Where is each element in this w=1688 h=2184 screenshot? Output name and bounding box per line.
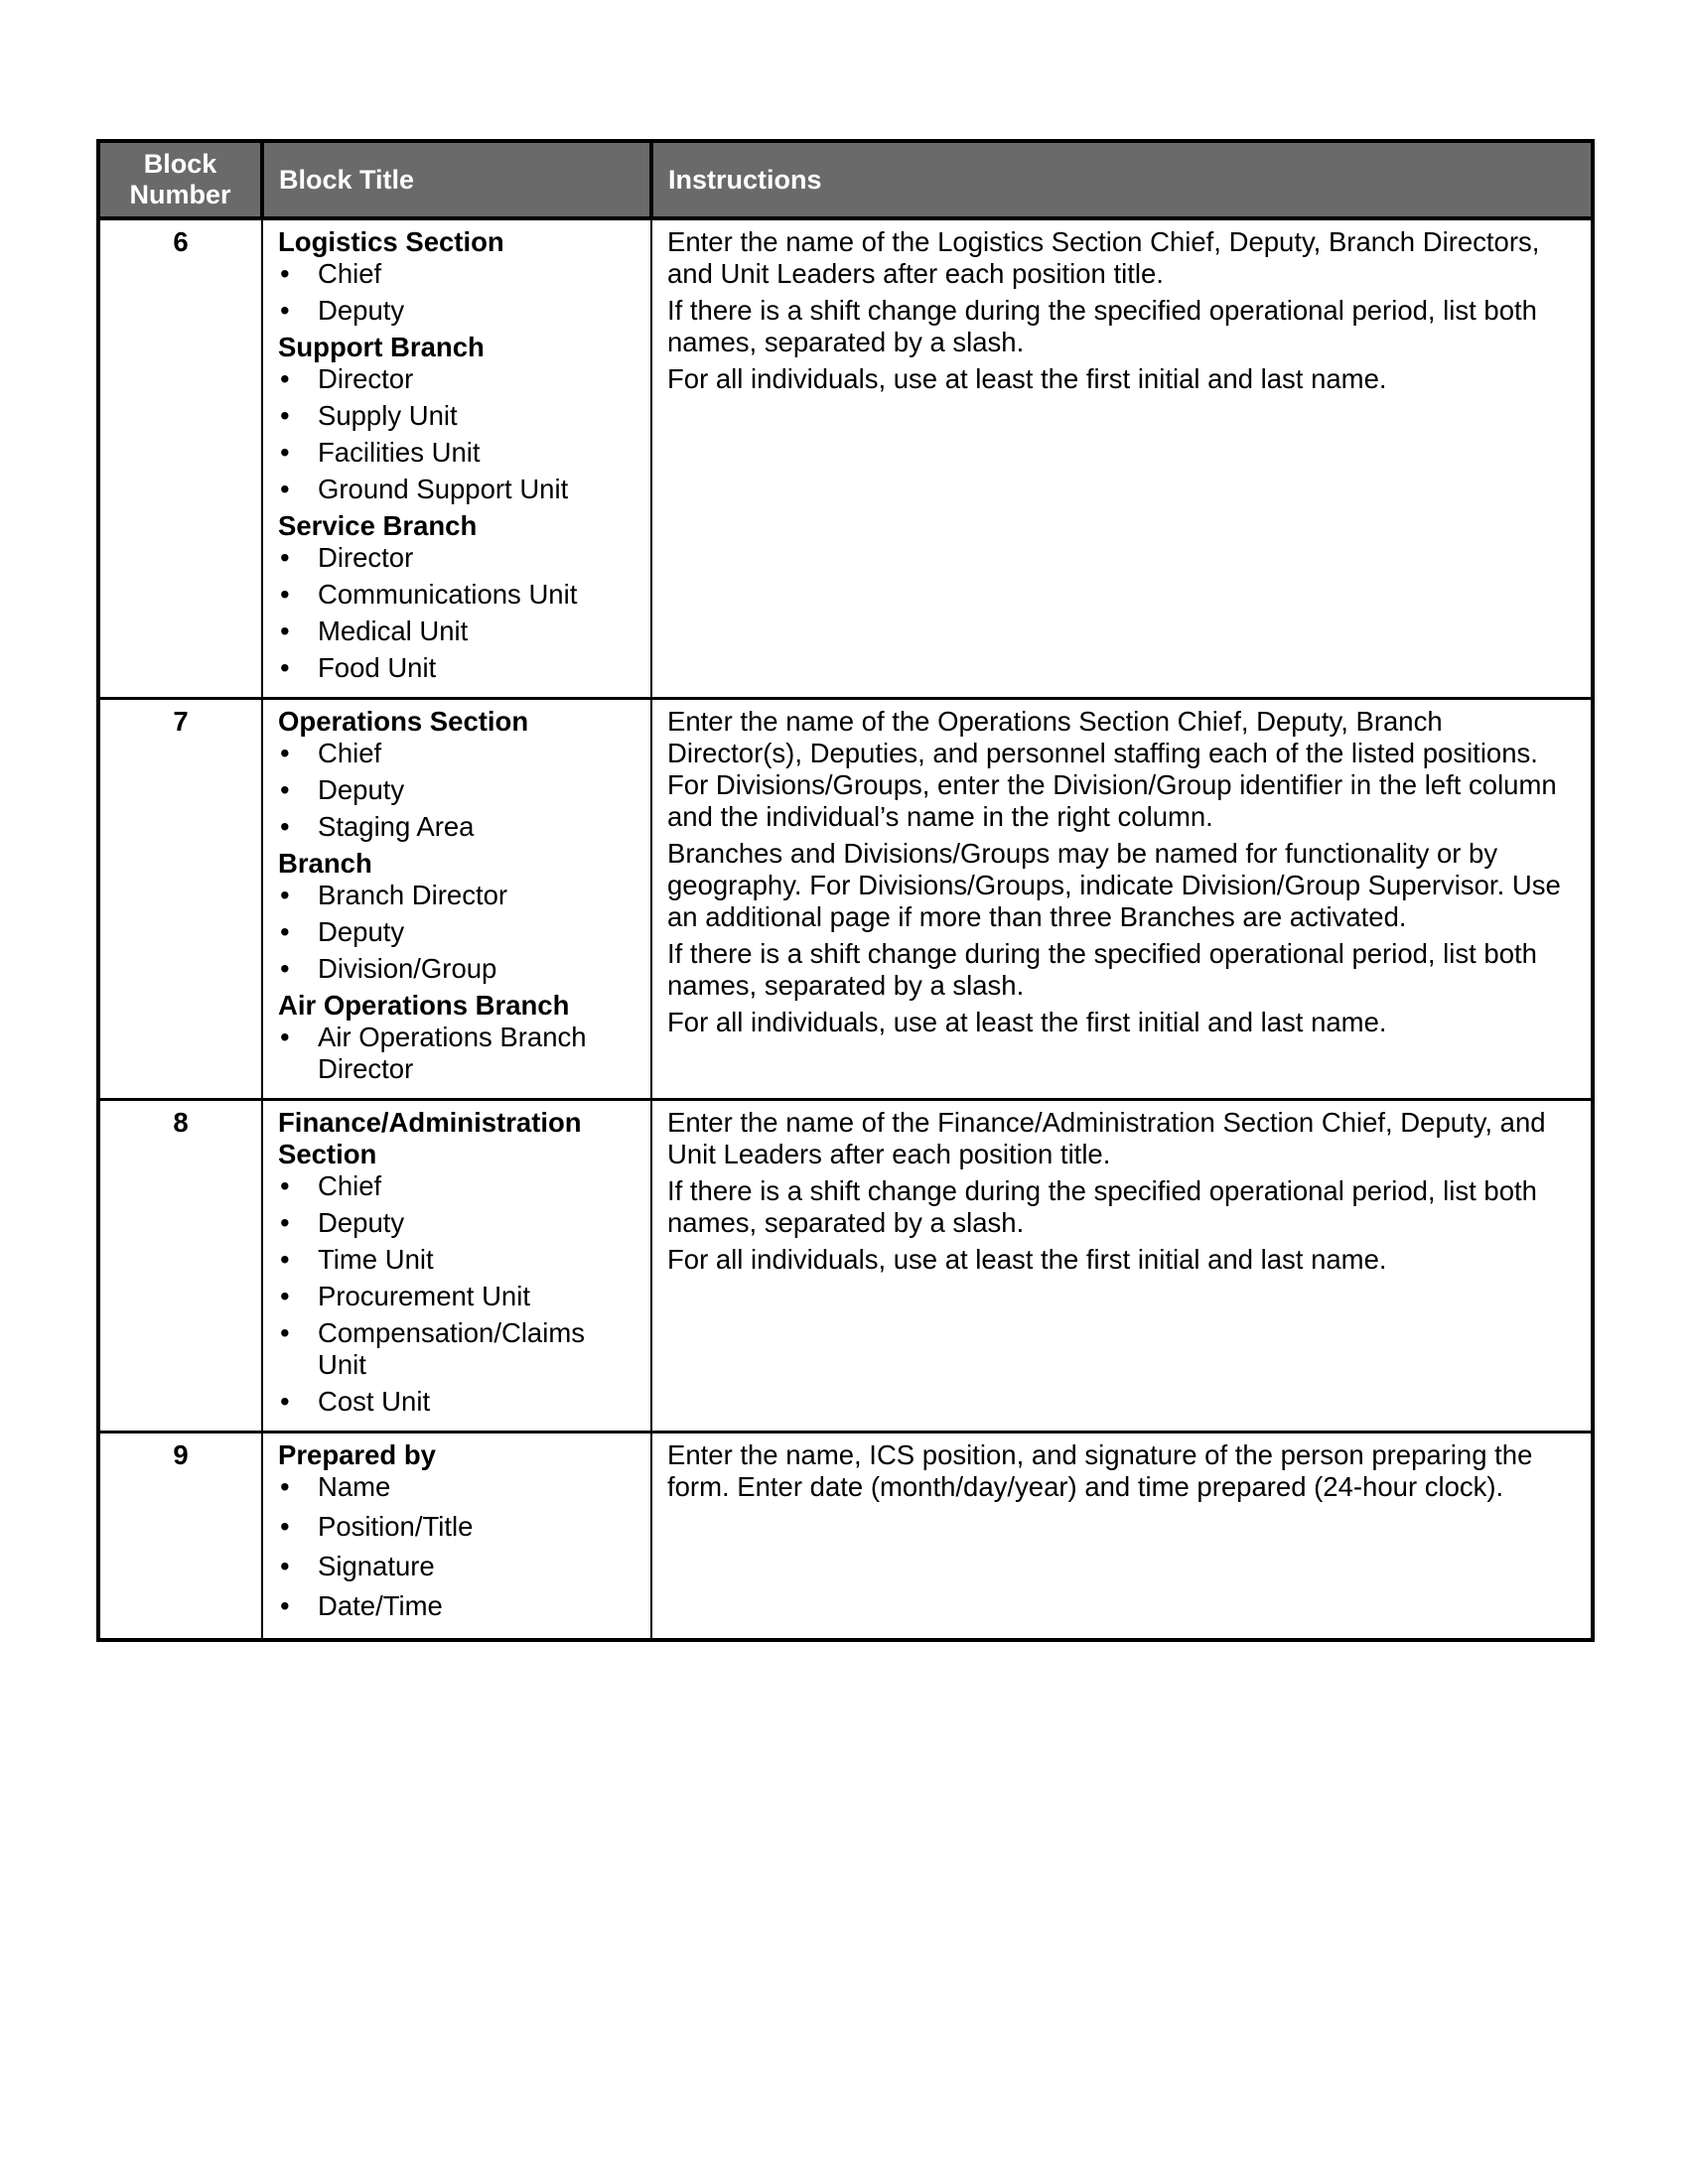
position-label: Director <box>318 542 414 573</box>
bullet-icon: • <box>280 1511 290 1542</box>
position-label: Air Operations Branch Director <box>318 1022 587 1084</box>
position-list <box>278 1170 636 1418</box>
bullet-icon: • <box>280 811 290 842</box>
bullet-icon: • <box>280 1170 290 1201</box>
position-label: Facilities Unit <box>318 437 481 468</box>
position-label: Branch Director <box>318 880 508 910</box>
position-label: Chief <box>318 1170 382 1201</box>
position-item <box>278 1471 636 1503</box>
bullet-icon: • <box>280 1590 290 1621</box>
position-label: Ground Support Unit <box>318 474 569 504</box>
bullet-icon: • <box>280 474 290 504</box>
position-label: Signature <box>318 1551 435 1581</box>
position-label: Position/Title <box>318 1511 474 1542</box>
instruction-paragraph: Enter the name of the Logistics Section Chief, Deputy, Branch Directors, and Unit Leaders after each position title. <box>667 226 1540 289</box>
bullet-icon: • <box>280 1317 290 1348</box>
instruction-paragraph: If there is a shift change during the specified operational period, list both names, separated by a slash. <box>667 295 1537 357</box>
position-label: Communications Unit <box>318 579 578 610</box>
bullet-icon: • <box>280 1281 290 1311</box>
instruction-paragraph: Enter the name of the Finance/Administration Section Chief, Deputy, and Unit Leaders after each position title. <box>667 1107 1546 1169</box>
position-item <box>278 1511 636 1543</box>
position-item <box>278 400 636 432</box>
position-item <box>278 542 636 574</box>
instruction-paragraph: If there is a shift change during the specified operational period, list both names, separated by a slash. <box>667 938 1537 1001</box>
bullet-icon: • <box>280 953 290 984</box>
position-label: Director <box>318 363 414 394</box>
position-list <box>278 1471 636 1622</box>
block-group-title: Operations Section <box>278 706 529 737</box>
position-item <box>278 916 636 948</box>
instructions-cell <box>651 1100 1593 1433</box>
bullet-icon: • <box>280 916 290 947</box>
position-label: Procurement Unit <box>318 1281 530 1311</box>
position-list <box>278 880 636 985</box>
bullet-icon: • <box>280 363 290 394</box>
table-body <box>98 218 1593 1640</box>
block-group-title: Logistics Section <box>278 226 504 257</box>
position-item <box>278 1170 636 1202</box>
position-item <box>278 1590 636 1622</box>
header-block-title: Block Title <box>262 141 651 218</box>
instructions-cell <box>651 1433 1593 1641</box>
table-header <box>98 141 1593 218</box>
position-item <box>278 437 636 469</box>
position-item <box>278 615 636 647</box>
position-item <box>278 652 636 684</box>
bullet-icon: • <box>280 1471 290 1502</box>
position-label: Time Unit <box>318 1244 434 1275</box>
bullet-icon: • <box>280 880 290 910</box>
position-list <box>278 1022 636 1085</box>
position-label: Medical Unit <box>318 615 469 646</box>
bullet-icon: • <box>280 615 290 646</box>
bullet-icon: • <box>280 579 290 610</box>
position-label: Date/Time <box>318 1590 443 1621</box>
table-row <box>98 1100 1593 1433</box>
block-number: 6 <box>98 218 262 699</box>
instruction-paragraph: Enter the name, ICS position, and signature of the person preparing the form. Enter date (month/day/year) and time prepared (24-hour clock). <box>667 1439 1533 1502</box>
position-list <box>278 738 636 843</box>
position-list <box>278 542 636 684</box>
block-group-title: Finance/Administration Section <box>278 1107 582 1169</box>
block-title-cell <box>262 1100 651 1433</box>
block-group-title: Service Branch <box>278 510 478 541</box>
table-row <box>98 699 1593 1100</box>
instruction-paragraph: For all individuals, use at least the first initial and last name. <box>667 363 1387 394</box>
header-block-number: Block Number <box>98 141 262 218</box>
instruction-paragraph: Enter the name of the Operations Section Chief, Deputy, Branch Director(s), Deputies, and personnel staffing each of the listed positions. For Divisions/Groups, enter the Division/Group identifier in the left column and the individual’s name in the right column. <box>667 706 1557 832</box>
position-item <box>278 474 636 505</box>
bullet-icon: • <box>280 1244 290 1275</box>
position-item <box>278 1022 636 1085</box>
position-label: Staging Area <box>318 811 475 842</box>
block-group-title: Branch <box>278 848 372 879</box>
position-label: Compensation/Claims Unit <box>318 1317 585 1380</box>
block-number: 8 <box>98 1100 262 1433</box>
instruction-paragraph: If there is a shift change during the specified operational period, list both names, separated by a slash. <box>667 1175 1537 1238</box>
position-item <box>278 953 636 985</box>
position-item <box>278 1386 636 1418</box>
bullet-icon: • <box>280 295 290 326</box>
bullet-icon: • <box>280 1386 290 1417</box>
position-label: Division/Group <box>318 953 497 984</box>
block-title-cell <box>262 1433 651 1641</box>
position-item <box>278 774 636 806</box>
block-number: 7 <box>98 699 262 1100</box>
position-label: Food Unit <box>318 652 437 683</box>
bullet-icon: • <box>280 652 290 683</box>
bullet-icon: • <box>280 542 290 573</box>
bullet-icon: • <box>280 738 290 768</box>
position-label: Deputy <box>318 774 405 805</box>
block-number: 9 <box>98 1433 262 1641</box>
position-item <box>278 363 636 395</box>
instruction-paragraph: For all individuals, use at least the first initial and last name. <box>667 1244 1387 1275</box>
block-group-title: Prepared by <box>278 1439 436 1470</box>
block-title-cell <box>262 218 651 699</box>
bullet-icon: • <box>280 437 290 468</box>
instructions-cell <box>651 218 1593 699</box>
position-item <box>278 1551 636 1582</box>
instruction-paragraph: Branches and Divisions/Groups may be named for functionality or by geography. For Divisions/Groups, indicate Division/Group Supervisor. Use an additional page if more than three Branches are activated. <box>667 838 1561 932</box>
block-group-title: Support Branch <box>278 332 485 362</box>
position-item <box>278 295 636 327</box>
position-list <box>278 363 636 505</box>
bullet-icon: • <box>280 1551 290 1581</box>
position-label: Name <box>318 1471 391 1502</box>
instructions-cell <box>651 699 1593 1100</box>
position-item <box>278 1281 636 1312</box>
table-row <box>98 1433 1593 1641</box>
position-label: Chief <box>318 738 382 768</box>
bullet-icon: • <box>280 1207 290 1238</box>
bullet-icon: • <box>280 258 290 289</box>
block-group-title: Air Operations Branch <box>278 990 570 1021</box>
position-label: Supply Unit <box>318 400 458 431</box>
position-label: Deputy <box>318 1207 405 1238</box>
position-item <box>278 1244 636 1276</box>
bullet-icon: • <box>280 774 290 805</box>
position-item <box>278 1207 636 1239</box>
position-label: Deputy <box>318 916 405 947</box>
position-label: Chief <box>318 258 382 289</box>
position-item <box>278 880 636 911</box>
position-item <box>278 811 636 843</box>
table-row <box>98 218 1593 699</box>
position-label: Deputy <box>318 295 405 326</box>
header-instructions: Instructions <box>651 141 1593 218</box>
position-item <box>278 579 636 611</box>
position-item <box>278 1317 636 1381</box>
instruction-paragraph: For all individuals, use at least the first initial and last name. <box>667 1007 1387 1037</box>
bullet-icon: • <box>280 400 290 431</box>
position-item <box>278 258 636 290</box>
bullet-icon: • <box>280 1022 290 1052</box>
position-list <box>278 258 636 327</box>
block-title-cell <box>262 699 651 1100</box>
instructions-table <box>96 139 1595 1642</box>
position-item <box>278 738 636 769</box>
position-label: Cost Unit <box>318 1386 431 1417</box>
